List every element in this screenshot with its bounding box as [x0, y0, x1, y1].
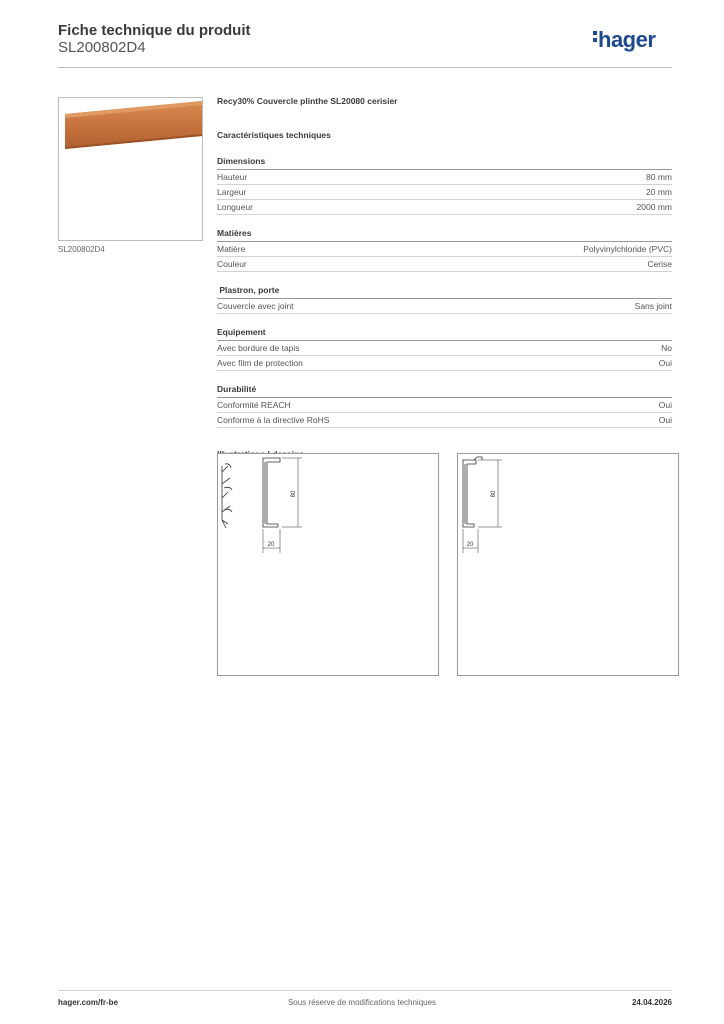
spec-label: Longueur — [217, 202, 253, 212]
page-title: Fiche technique du produit — [58, 22, 251, 39]
spec-value: Cerise — [647, 259, 672, 269]
section-title: Plastron, porte — [217, 285, 672, 299]
spec-label: Hauteur — [217, 172, 248, 182]
cover-strip-image — [59, 98, 202, 240]
profile-drawing-cover — [458, 454, 678, 675]
spec-value: Polyvinylchloride (PVC) — [583, 244, 672, 254]
section-title: Durabilité — [217, 384, 672, 398]
spec-value: Sans joint — [634, 301, 672, 311]
spec-row — [217, 356, 672, 371]
spec-row — [217, 200, 672, 215]
spec-row — [217, 242, 672, 257]
section-dimensions — [217, 156, 672, 215]
spec-label: Couvercle avec joint — [217, 301, 294, 311]
height-dimension-label: 80 — [491, 490, 497, 498]
section-durability — [217, 384, 672, 428]
footer-notice: Sous réserve de modifications techniques — [287, 998, 437, 1007]
spec-row — [217, 257, 672, 272]
footer-divider — [58, 990, 672, 991]
header-divider — [58, 67, 672, 68]
section-title: Dimensions — [217, 156, 672, 170]
spec-value: No — [661, 343, 672, 353]
spec-label: Conformité REACH — [217, 400, 291, 410]
spec-row — [217, 413, 672, 428]
product-photo — [58, 97, 203, 241]
profile-drawing-with-clips — [218, 454, 438, 675]
spec-label: Largeur — [217, 187, 247, 197]
spec-label: Matière — [217, 244, 246, 254]
specs-heading: Caractéristiques techniques — [217, 130, 331, 140]
spec-row — [217, 299, 672, 314]
hager-logo[interactable] — [593, 27, 655, 53]
section-title: Equipement — [217, 327, 672, 341]
spec-row — [217, 341, 672, 356]
section-materials — [217, 228, 672, 272]
spec-row — [217, 398, 672, 413]
spec-label: Avec film de protection — [217, 358, 303, 368]
product-photo-caption: SL200802D4 — [58, 245, 105, 254]
spec-value: Oui — [658, 415, 672, 425]
spec-value: 20 mm — [646, 187, 672, 197]
spec-label: Couleur — [217, 259, 247, 269]
width-dimension-label: 20 — [466, 542, 474, 548]
spec-row — [217, 170, 672, 185]
footer-website-link[interactable]: hager.com/fr-be — [58, 998, 119, 1007]
spec-value: Oui — [658, 358, 672, 368]
spec-content — [217, 96, 672, 462]
section-equipment — [217, 327, 672, 371]
spec-value: 2000 mm — [636, 202, 672, 212]
spec-label: Conforme à la directive RoHS — [217, 415, 330, 425]
section-title: Matières — [217, 228, 672, 242]
product-name: Recy30% Couvercle plinthe SL20080 cerisier — [217, 96, 398, 106]
logo-text: hager — [598, 27, 656, 52]
spec-label: Avec bordure de tapis — [217, 343, 300, 353]
spec-value: 80 mm — [646, 172, 672, 182]
spec-row — [217, 185, 672, 200]
height-dimension-label: 80 — [291, 490, 297, 498]
footer-date: 24.04.2026 — [631, 998, 672, 1007]
width-dimension-label: 20 — [267, 542, 275, 548]
product-reference: SL200802D4 — [58, 39, 146, 56]
technical-drawing-2 — [457, 453, 679, 676]
logo-mark-icon — [593, 28, 597, 45]
spec-value: Oui — [658, 400, 672, 410]
technical-drawing-1 — [217, 453, 439, 676]
section-front-plate — [217, 285, 672, 314]
